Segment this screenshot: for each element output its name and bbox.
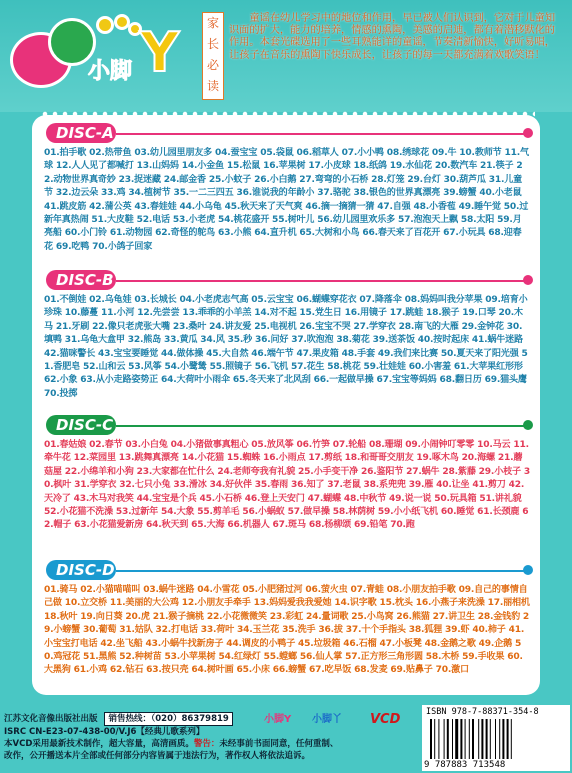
disc-label: DISC-A <box>46 123 116 143</box>
disc-a-section <box>44 123 530 254</box>
disc-label: DISC-D <box>46 560 116 580</box>
barcode-digits: 9 787883 713548 <box>424 760 506 770</box>
disc-label: DISC-B <box>46 270 116 290</box>
disc-divider <box>116 133 530 135</box>
disc-b-section <box>44 270 530 401</box>
logo-dot <box>96 16 114 34</box>
disc-track-list: 01.骑马 02.小猫喵喵叫 03.蜗牛迷路 04.小雪花 05.小肥猪过河 06.萤火虫 07.青蛙 08.小朋友拍手歌 09.自己的事情自己做 10.立交桥 11.美丽的大公鸡 12.小朋友手牵手 13.妈妈爱我我爱她 14.识字歌 15.枕头 16.小燕子来洗澡 17.丽相机 18.秋叶 19.向日葵 20.虎 21.猴子摘桃 22.小花微微笑 23.彩虹 24.量词歌 25.小鸟窝 26.熊猫 27.讲卫生 28.金钱豹 29.小螃蟹 30.葡萄 31.姑队 32.打电话 33.荷叶 34.玉兰花 35.洗手 36.拔 37.十个手指头 38.狐狸 39.虾 40.柿子 41.小宝宝打电话 42.坐飞船 43.小蜗牛找新房子 44.调皮的小鸭子 45.垃圾箱 46.石榴 47.小板凳 48.金鹅之歌 49.企鹅 50.鸡冠花 51.黑熊 52.种树苗 53.小苹果树 54.红绿灯 55.螳螂 56.仙人掌 57.正方形三角形圆 58.木桥 59.手收果 60.大黑狗 61.小鸡 62.钻石 63.按只壳 64.树叶画 65.小床 66.螃蟹 67.吃早饭 68.发麦 69.贴鼻子 70.激口 <box>44 585 530 676</box>
barcode-bar <box>455 719 458 759</box>
barcode-bar <box>438 719 439 759</box>
warning-label: 警告： <box>193 739 220 749</box>
hotline-label: 销售热线： <box>108 714 151 724</box>
disc-header <box>44 415 530 435</box>
barcode-bar <box>469 719 470 759</box>
disc-divider <box>116 570 530 572</box>
barcode-bar <box>495 719 496 759</box>
barcode-bar <box>502 719 504 759</box>
disc-divider <box>116 280 530 282</box>
barcode-bar <box>465 719 466 759</box>
disc-header <box>44 560 530 580</box>
barcode-bar <box>490 719 491 759</box>
barcode-bar <box>478 719 479 759</box>
barcode-bar <box>452 719 453 759</box>
notice-suffix: 未经事前书面同意，任何重制、改作，公开播送本片全部或任何部分内容皆属于违法行为，著作权人将依法追诉。 <box>4 739 339 761</box>
disc-divider-dot <box>523 275 533 285</box>
dotted-border <box>40 111 535 117</box>
disc-divider-dot <box>523 420 533 430</box>
brand-logo <box>10 14 180 94</box>
notice-prefix: 本VCD采用最新技术制作，超大容量，高清画质。 <box>4 739 194 749</box>
disc-track-list: 01.不倒娃 02.乌龟娃 03.长城长 04.小老虎志气高 05.云宝宝 06.蝴蝶穿花衣 07.降落伞 08.妈妈叫我分苹果 09.培育小珍珠 10.藤蔓 11.小河 12.先尝尝 13.乖乖的小羊羔 14.对不起 15.党生日 16.用镜子 17.跳蛙 18.猴子 19.口琴 20.木马 21.牙刷 22.像只老虎张大嘴 23.桑叶 24.讲友爱 25.电视机 26.宝宝不哭 27.学穿衣 28.南飞的大雁 29.金钟花 30.填鸭 31.乌龟大盒甲 32.熊岛 33.黄瓜 34.风 35.秒 36.问好 37.吹泡泡 38.菊花 39.送茶饭 40.按时起床 41.蜗牛迷路 42.猫咪警长 43.宝宝要睡觉 44.做体操 45.大自然 46.端午节 47.果皮箱 48.手套 49.我们来比赛 50.夏天来了阳光强 51.香肥皂 52.山和云 53.风筝 54.小鹭鸶 55.照镜子 56.飞机 57.花生 58.桃花 59.壮娃娃 60.小害羞 61.大苹果红形形 62.小象 63.从小走路姿势正 64.大荷叶小雨伞 65.冬天来了北风刮 66.一起做早操 67.宝宝等妈妈 68.翻日历 69.猫头鹰 70.投掷 <box>44 295 528 399</box>
barcode-bar <box>486 719 488 759</box>
disc-track-list: 01.拍手歌 02.热带鱼 03.幼儿园里朋友多 04.蚕宝宝 05.袋鼠 06.稻草人 07.小小鸭 08.绣球花 09.牛 10.教师节 11.气球 12.人人见了都喊打 13.山妈妈 14.小金鱼 15.松鼠 16.苹果树 17.小皮球 18.纸鸽 19.水仙花 20.数汽车 21.筷子 22.动物世界真奇妙 23.捉迷藏 24.邮金香 25.小蚊子 26.小白鹅 27.弯弯的小石桥 28.灯笼 29.台灯 30.葫芦瓜 31.儿童节 32.边云朵 33.鸡 34.植树节 35.一二三四五 36.谁说我的年龄小 37.骆驼 38.银色的世界真漂亮 39.螃蟹 40.小老鼠 41.跳皮筋 42.蒲公英 43.春娃娃 44.小乌龟 45.秋天来了天气爽 46.摘一摘猜一猜 47.自强 48.小香苞 49.睡午觉 50.过新年真热闹 51.大皮鞋 52.电话 53.小老虎 54.桃花盛开 55.树叶儿 56.幼儿园里欢乐多 57.泡泡天上飘 58.太阳 59.月亮船 60.小门铃 61.动物园 62.奇怪的鸵鸟 63.小熊 64.直升机 65.大树和小鸟 66.春天来了百花开 67.小玩具 68.迎春花 69.吃鸭 70.小鸽子回家 <box>44 148 529 252</box>
mini-brand-logo: 小脚Y <box>264 714 292 725</box>
mini-brand-logo-2: 小脚丫 <box>312 714 342 725</box>
barcode-bar <box>507 719 509 759</box>
barcode-bar <box>444 719 445 759</box>
barcode-bar <box>447 719 449 759</box>
publisher-name: 江苏文化音像出版社出版 <box>4 714 98 724</box>
disc-c-section <box>44 415 530 533</box>
disc-label: DISC-C <box>46 415 116 435</box>
isrc-code: ISRC CN-E23-07-438-00/V.J6【经典儿歌系列】 <box>4 727 205 737</box>
disc-divider-dot <box>523 128 533 138</box>
intro-paragraph: 童谣在幼儿学习中的地位和作用，早已被人们认识到，它对于儿童知识面的扩大，能力的培养，情感的熏陶，美感的启迪，都有着潜移默化的作用。本套光碟选用了一些耳熟能详的童谣，节奏清新愉快，好听易唱，让孩子在音乐的熏陶下快乐成长，让孩子的每一天都充满着欢歌笑语！ <box>229 13 556 61</box>
parents-must-read-tag: 家长必读 <box>202 12 224 100</box>
disc-d-section <box>44 560 530 678</box>
hotline-number: （020）86379819 <box>151 714 229 724</box>
barcode-image <box>430 719 540 759</box>
barcode-bar <box>472 719 474 759</box>
disc-divider-dot <box>523 565 533 575</box>
barcode-bar <box>511 719 512 759</box>
disc-header <box>44 270 530 290</box>
disc-divider <box>116 425 530 427</box>
barcode-bar <box>499 719 500 759</box>
vcd-logo: VCD <box>370 712 401 727</box>
logo-letter-y: Y <box>140 21 180 84</box>
barcode-panel <box>422 705 570 771</box>
barcode-bar <box>430 719 432 759</box>
disc-header <box>44 123 530 143</box>
barcode-bar <box>434 719 435 759</box>
brand-logos <box>264 710 414 730</box>
sales-hotline <box>104 712 232 726</box>
logo-text: 小脚 <box>88 59 133 84</box>
barcode-bar <box>481 719 483 759</box>
barcode-bar <box>460 719 462 759</box>
isbn-number: ISBN 978-7-88371-354-8 <box>426 707 539 717</box>
copyright-notice <box>4 738 344 762</box>
disc-track-list: 01.春姑娘 02.春节 03.小白兔 04.小猪做事真粗心 05.放风筝 06.竹笋 07.轮船 08.珊瑚 09.小闹钟叮零零 10.马云 11.牵牛花 12.菜园里 13.跳舞真漂亮 14.小花猫 15.蜘蛛 16.小雨点 17.剪纸 18.和哥哥交朋友 19.啄木鸟 20.海螺 21.蘑菇屋 22.小绵羊和小狗 23.大家都在忙什么 24.老师夸我有礼貌 25.小手变干净 26.鉴阳节 27.蜗牛 28.紫藤 29.小枝子 30.枫叶 31.学穿衣 32.七只小兔 33.滑冰 34.好伙伴 35.春雨 36.知了 37.老鼠 38.系兜兜 39.雁 40.让坐 41.剪刀 42.天冷了 43.木马对我笑 44.宝宝是个兵 45.小石桥 46.登上天安门 47.蝴蝶 48.中秋节 49.说一说 50.玩具箱 51.讲礼貌 52.小花猫不洗澡 53.过新年 54.大象 55.剪羊毛 56.小蜗蚁 57.做早操 58.林荫树 59.小小纸飞机 60.睡觉 61.长颈鹿 62.帽子 63.小花猫爱新房 64.秋天到 65.大海 66.机器人 67.斑马 68.杨柳颂 69.铅笔 70.跑 <box>44 440 530 531</box>
